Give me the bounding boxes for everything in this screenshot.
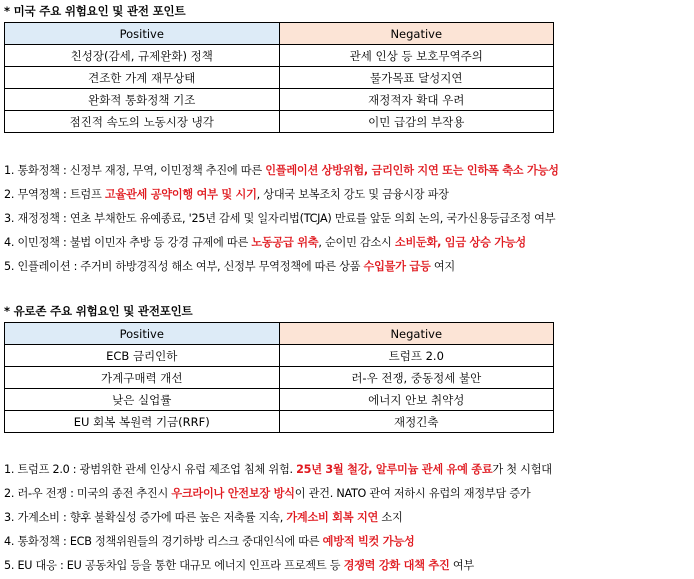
list-item bbox=[4, 506, 552, 530]
highlight-text: 인플레이션 상방위험, 금리인하 지연 또는 인하폭 축소 가능성 bbox=[265, 164, 559, 177]
table-row bbox=[5, 367, 554, 389]
table-row bbox=[5, 89, 554, 111]
eu-negative-cell: 재정긴축 bbox=[279, 411, 554, 433]
list-item bbox=[4, 458, 552, 482]
us-negative-cell: 재정적자 확대 우려 bbox=[279, 89, 554, 111]
eu-negative-cell: 트럼프 2.0 bbox=[279, 345, 554, 367]
us-positive-header: Positive bbox=[5, 23, 280, 45]
note-text: 1. 트럼프 2.0 : 광범위한 관세 인상시 유럽 제조업 침체 위험. bbox=[4, 463, 297, 476]
note-text: 소지 bbox=[378, 511, 403, 524]
list-item bbox=[4, 207, 559, 231]
list-item bbox=[4, 482, 552, 506]
highlight-text: 수입물가 급등 bbox=[363, 260, 431, 273]
eu-risk-table bbox=[4, 322, 554, 433]
note-text: 4. 이민정책 : 불법 이민자 추방 등 강경 규제에 따른 bbox=[4, 236, 252, 249]
note-text: 이 관건. NATO 관여 저하시 유럽의 재정부담 증가 bbox=[294, 487, 531, 500]
note-text: 5. 인플레이션 : 주거비 하방경직성 해소 여부, 신정부 무역정책에 따른 상품 bbox=[4, 260, 364, 273]
list-item bbox=[4, 159, 559, 183]
us-negative-cell: 물가목표 달성지연 bbox=[279, 67, 554, 89]
eu-positive-cell: EU 회복 복원력 기금(RRF) bbox=[5, 411, 280, 433]
us-positive-cell: 완화적 통화정책 기조 bbox=[5, 89, 280, 111]
highlight-text: 소비둔화, 임금 상승 가능성 bbox=[394, 236, 526, 249]
eu-positive-cell: 가계구매력 개선 bbox=[5, 367, 280, 389]
eu-positive-header: Positive bbox=[5, 323, 280, 345]
list-item bbox=[4, 255, 559, 279]
note-text: 3. 가계소비 : 향후 불확실성 증가에 따른 높은 저축률 지속, bbox=[4, 511, 287, 524]
note-text: 5. EU 대응 : EU 공동차입 등을 통한 대규모 에너지 인프라 프로젝트 등 bbox=[4, 559, 344, 572]
list-item bbox=[4, 530, 552, 554]
note-text: 1. 통화정책 : 신정부 재정, 무역, 이민정책 추진에 따른 bbox=[4, 164, 266, 177]
highlight-text: 예방적 빅컷 가능성 bbox=[322, 535, 415, 548]
us-positive-cell: 친성장(감세, 규제완화) 정책 bbox=[5, 45, 280, 67]
note-text: 2. 무역정책 : 트럼프 bbox=[4, 188, 105, 201]
table-row bbox=[5, 411, 554, 433]
table-row bbox=[5, 389, 554, 411]
note-text: 4. 통화정책 : ECB 정책위원들의 경기하방 리스크 중대인식에 따른 bbox=[4, 535, 323, 548]
eu-section-heading: * 유로존 주요 위험요인 및 관전포인트 bbox=[4, 304, 193, 318]
note-text: 2. 러-우 전쟁 : 미국의 종전 추진시 bbox=[4, 487, 172, 500]
us-section-heading: * 미국 주요 위험요인 및 관전 포인트 bbox=[4, 4, 186, 18]
note-text: 가 첫 시험대 bbox=[492, 463, 552, 476]
note-text: , 순이민 감소시 bbox=[318, 236, 395, 249]
us-notes-list bbox=[4, 159, 559, 279]
eu-positive-cell: ECB 금리인하 bbox=[5, 345, 280, 367]
table-row bbox=[5, 67, 554, 89]
eu-negative-cell: 에너지 안보 취약성 bbox=[279, 389, 554, 411]
us-negative-header: Negative bbox=[279, 23, 554, 45]
highlight-text: 25년 3월 철강, 알루미늄 관세 유예 종료 bbox=[296, 463, 493, 476]
table-row bbox=[5, 111, 554, 133]
list-item bbox=[4, 183, 559, 207]
highlight-text: 우크라이나 안전보장 방식 bbox=[171, 487, 295, 500]
list-item bbox=[4, 231, 559, 255]
highlight-text: 경쟁력 강화 대책 추진 bbox=[343, 559, 450, 572]
highlight-text: 고율관세 공약이행 여부 및 시기 bbox=[104, 188, 257, 201]
note-text: 여부 bbox=[449, 559, 474, 572]
us-positive-cell: 점진적 속도의 노동시장 냉각 bbox=[5, 111, 280, 133]
eu-notes-list bbox=[4, 458, 552, 578]
us-negative-cell: 관세 인상 등 보호무역주의 bbox=[279, 45, 554, 67]
us-positive-cell: 견조한 가계 재무상태 bbox=[5, 67, 280, 89]
eu-negative-cell: 러-우 전쟁, 중동정세 불안 bbox=[279, 367, 554, 389]
eu-positive-cell: 낮은 실업률 bbox=[5, 389, 280, 411]
note-text: 여지 bbox=[430, 260, 455, 273]
note-text: 3. 재정정책 : 연초 부채한도 유예종료, '25년 감세 및 일자리법(TCJA) 만료를 앞둔 의회 논의, 국가신용등급조정 여부 bbox=[4, 212, 556, 225]
list-item bbox=[4, 554, 552, 578]
highlight-text: 노동공급 위축 bbox=[251, 236, 319, 249]
eu-negative-header: Negative bbox=[279, 323, 554, 345]
table-row bbox=[5, 45, 554, 67]
us-negative-cell: 이민 급감의 부작용 bbox=[279, 111, 554, 133]
highlight-text: 가계소비 회복 지연 bbox=[286, 511, 379, 524]
note-text: , 상대국 보복조치 강도 및 금융시장 파장 bbox=[256, 188, 449, 201]
us-risk-table bbox=[4, 22, 554, 133]
table-row bbox=[5, 345, 554, 367]
